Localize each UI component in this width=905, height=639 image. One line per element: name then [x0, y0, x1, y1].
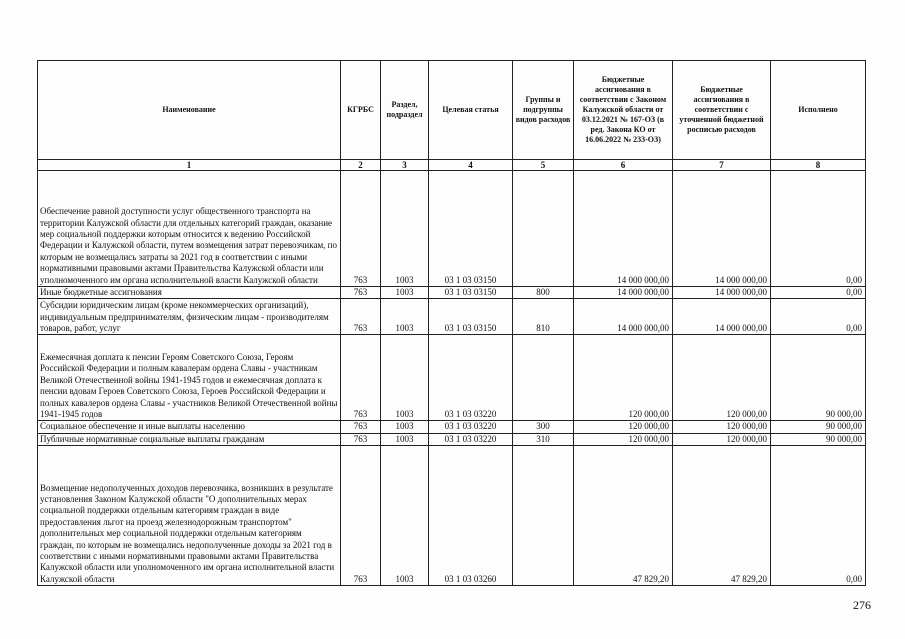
row-name: Иные бюджетные ассигнования: [38, 287, 341, 299]
column-number: 5: [513, 160, 574, 171]
row-executed-amount: 90 000,00: [771, 433, 866, 445]
header-section: Раздел, подраздел: [381, 61, 429, 160]
row-kgrbs: 763: [341, 421, 381, 433]
row-kgrbs: 763: [341, 335, 381, 421]
row-name: Ежемесячная доплата к пенсии Героям Советского Союза, Героям Российской Федерации и полным кавалерам ордена Славы - участникам Великой Отечественной войны 1941-1945 годов и ежемесячная доплата к пенсии вдовам Героев Советского Союза, Героев Российской Федерации и полных кавалеров ордена Славы - участников Великой Отечественной войны 1941-1945 годов: [38, 335, 341, 421]
table-row: [38, 287, 866, 299]
row-name: Обеспечение равной доступности услуг общественного транспорта на территории Калужской области для отдельных категорий граждан, оказание мер социальной поддержки которым относится к ведению Российской Федерации и Калужской области, путем возмещения затрат перевозчикам, по которым не возмещались затраты за 2021 год в соответствии с иными нормативными правовыми актами Правительства Калужской области или уполномоченного им органа исполнительной власти Калужской области: [38, 171, 341, 287]
table-row: [38, 299, 866, 335]
row-executed-amount: 90 000,00: [771, 335, 866, 421]
row-target: 03 1 03 03150: [429, 171, 513, 287]
row-kgrbs: 763: [341, 299, 381, 335]
table-row: [38, 421, 866, 433]
row-law-amount: 14 000 000,00: [574, 299, 673, 335]
row-kgrbs: 763: [341, 287, 381, 299]
row-law-amount: 47 829,20: [574, 446, 673, 586]
column-number: 6: [574, 160, 673, 171]
row-section: 1003: [381, 433, 429, 445]
row-refined-amount: 120 000,00: [673, 421, 771, 433]
row-kgrbs: 763: [341, 433, 381, 445]
header-kgrbs: КГРБС: [341, 61, 381, 160]
page-number: 276: [853, 598, 871, 612]
row-group: 300: [513, 421, 574, 433]
column-number-row: [38, 160, 866, 171]
header-groups: Группы и подгруппы видов расходов: [513, 61, 574, 160]
row-executed-amount: 0,00: [771, 299, 866, 335]
row-refined-amount: 14 000 000,00: [673, 287, 771, 299]
column-number: 7: [673, 160, 771, 171]
column-number: 4: [429, 160, 513, 171]
row-target: 03 1 03 03220: [429, 335, 513, 421]
table-row: [38, 433, 866, 445]
row-name: Публичные нормативные социальные выплаты гражданам: [38, 433, 341, 445]
row-section: 1003: [381, 299, 429, 335]
row-law-amount: 120 000,00: [574, 421, 673, 433]
row-kgrbs: 763: [341, 446, 381, 586]
column-number: 8: [771, 160, 866, 171]
row-name: Возмещение недополученных доходов перевозчика, возникших в результате установления Законом Калужской области "О дополнительных мерах социальной поддержки отдельным категориям граждан в виде предоставления льгот на проезд железнодорожным транспортом" дополнительных мер социальной поддержки отдельным категориям граждан, по которым не возмещались недополученные доходы за 2021 год в соответствии с иными нормативными правовыми актами Правительства Калужской области или уполномоченного им органа исполнительной власти Калужской области: [38, 446, 341, 586]
row-target: 03 1 03 03220: [429, 433, 513, 445]
row-refined-amount: 47 829,20: [673, 446, 771, 586]
row-executed-amount: 0,00: [771, 171, 866, 287]
budget-table-sheet: [37, 60, 865, 586]
row-law-amount: 120 000,00: [574, 335, 673, 421]
column-number: 1: [38, 160, 341, 171]
header-refined: Бюджетные ассигнования в соответствии с уточненной бюджетной росписью расходов: [673, 61, 771, 160]
row-kgrbs: 763: [341, 171, 381, 287]
table-row: [38, 171, 866, 287]
column-number: 2: [341, 160, 381, 171]
row-target: 03 1 03 03150: [429, 299, 513, 335]
row-section: 1003: [381, 335, 429, 421]
row-refined-amount: 120 000,00: [673, 433, 771, 445]
row-law-amount: 120 000,00: [574, 433, 673, 445]
row-group: 800: [513, 287, 574, 299]
header-law: Бюджетные ассигнования в соответствии с Законом Калужской области от 03.12.2021 № 167-ОЗ (в ред. Закона КО от 16.06.2022 № 233-ОЗ): [574, 61, 673, 160]
budget-table: [37, 60, 866, 586]
row-target: 03 1 03 03220: [429, 421, 513, 433]
row-section: 1003: [381, 287, 429, 299]
row-name: Субсидии юридическим лицам (кроме некоммерческих организаций), индивидуальным предпринимателям, физическим лицам - производителям товаров, работ, услуг: [38, 299, 341, 335]
row-law-amount: 14 000 000,00: [574, 287, 673, 299]
row-group: 310: [513, 433, 574, 445]
header-target: Целевая статья: [429, 61, 513, 160]
row-refined-amount: 120 000,00: [673, 335, 771, 421]
row-section: 1003: [381, 171, 429, 287]
row-executed-amount: 0,00: [771, 287, 866, 299]
column-number: 3: [381, 160, 429, 171]
row-law-amount: 14 000 000,00: [574, 171, 673, 287]
row-target: 03 1 03 03260: [429, 446, 513, 586]
row-section: 1003: [381, 421, 429, 433]
row-executed-amount: 90 000,00: [771, 421, 866, 433]
row-section: 1003: [381, 446, 429, 586]
table-row: [38, 446, 866, 586]
row-name: Социальное обеспечение и иные выплаты населению: [38, 421, 341, 433]
header-row: [38, 61, 866, 160]
row-group: [513, 335, 574, 421]
row-group: [513, 171, 574, 287]
row-executed-amount: 0,00: [771, 446, 866, 586]
row-group: [513, 446, 574, 586]
row-refined-amount: 14 000 000,00: [673, 171, 771, 287]
row-group: 810: [513, 299, 574, 335]
row-target: 03 1 03 03150: [429, 287, 513, 299]
header-name: Наименование: [38, 61, 341, 160]
row-refined-amount: 14 000 000,00: [673, 299, 771, 335]
header-executed: Исполнено: [771, 61, 866, 160]
table-row: [38, 335, 866, 421]
